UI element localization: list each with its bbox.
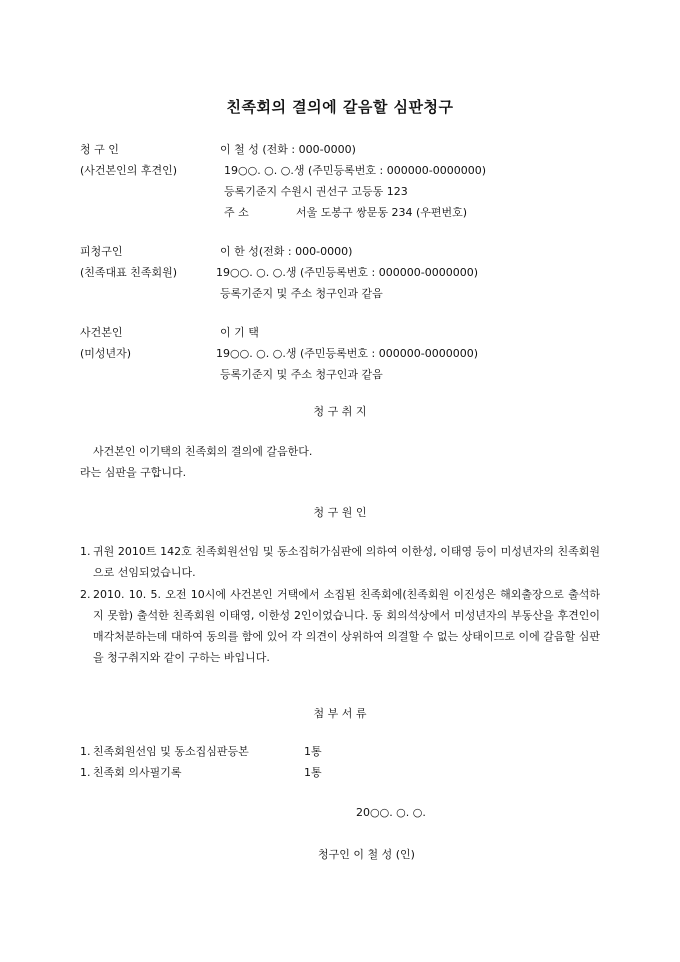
cause-item-number: 1. <box>80 545 91 558</box>
petitioner-name: 이 철 성 (전화 : 000-0000) <box>220 143 356 156</box>
attachment-qty: 1통 <box>304 766 322 779</box>
petitioner-subrole: (사건본인의 후견인) <box>80 164 178 177</box>
subject-birth: 19○○. ○. ○.생 (주민등록번호 : 000000-0000000) <box>216 347 478 360</box>
cause-list <box>80 541 600 669</box>
attachments-heading: 첨 부 서 류 <box>313 707 367 720</box>
respondent-registry: 등록기준지 및 주소 청구인과 같음 <box>220 287 383 300</box>
cause-item-text: 2010. 10. 5. 오전 10시에 사건본인 거택에서 소집된 친족회에(친족회원 이진성은 해외출장으로 출석하지 못함) 출석한 친족회원 이태영, 이한성 2인이었습니다. 동 회의석상에서 미성년자의 부동산을 후견인이 매각처분하는데 대하여 동의를 함에 있어 각 의견이 상위하여 의결할 수 없는 상태이므로 이에 갈음할 심판을 청구취지와 같이 구하는 바입니다. <box>93 587 600 665</box>
petitioner-birth: 19○○. ○. ○.생 (주민등록번호 : 000000-0000000) <box>224 164 486 177</box>
cause-item <box>80 584 600 669</box>
purpose-line-1: 사건본인 이기택의 친족회의 결의에 갈음한다. <box>93 445 313 458</box>
subject-name: 이 기 택 <box>220 326 259 339</box>
cause-heading: 청 구 원 인 <box>313 506 367 519</box>
respondent-role: 피청구인 <box>80 245 123 258</box>
purpose-heading: 청 구 취 지 <box>313 405 367 418</box>
attachment-number: 1. <box>80 766 91 779</box>
cause-item-text: 귀원 2010트 142호 친족회원선임 및 동소집허가심판에 의하여 이한성, 이태영 등이 미성년자의 친족회원으로 선임되었습니다. <box>93 545 600 580</box>
attachment-qty: 1통 <box>304 745 322 758</box>
subject-role: 사건본인 <box>80 326 123 339</box>
document-date: 20○○. ○. ○. <box>356 806 426 819</box>
attachment-number: 1. <box>80 745 91 758</box>
petitioner-registry: 등록기준지 수원시 권선구 고등동 123 <box>224 185 408 198</box>
petitioner-signature: 청구인 이 철 성 (인) <box>318 848 415 861</box>
respondent-name: 이 한 성(전화 : 000-0000) <box>220 245 353 258</box>
subject-subrole: (미성년자) <box>80 347 132 360</box>
respondent-birth: 19○○. ○. ○.생 (주민등록번호 : 000000-0000000) <box>216 266 478 279</box>
subject-registry: 등록기준지 및 주소 청구인과 같음 <box>220 368 383 381</box>
cause-item <box>80 541 600 584</box>
respondent-subrole: (친족대표 친족회원) <box>80 266 178 279</box>
purpose-line-2: 라는 심판을 구합니다. <box>80 466 187 479</box>
petitioner-address-label: 주 소 <box>224 206 249 219</box>
petitioner-address: 서울 도봉구 쌍문동 234 (우편번호) <box>296 206 468 219</box>
attachment-name: 친족회 의사필기록 <box>93 766 182 779</box>
cause-item-number: 2. <box>80 587 91 601</box>
attachment-name: 친족회원선임 및 동소집심판등본 <box>93 745 249 758</box>
petitioner-role: 청 구 인 <box>80 143 119 156</box>
document-title: 친족회의 결의에 갈음할 심판청구 <box>226 98 454 116</box>
